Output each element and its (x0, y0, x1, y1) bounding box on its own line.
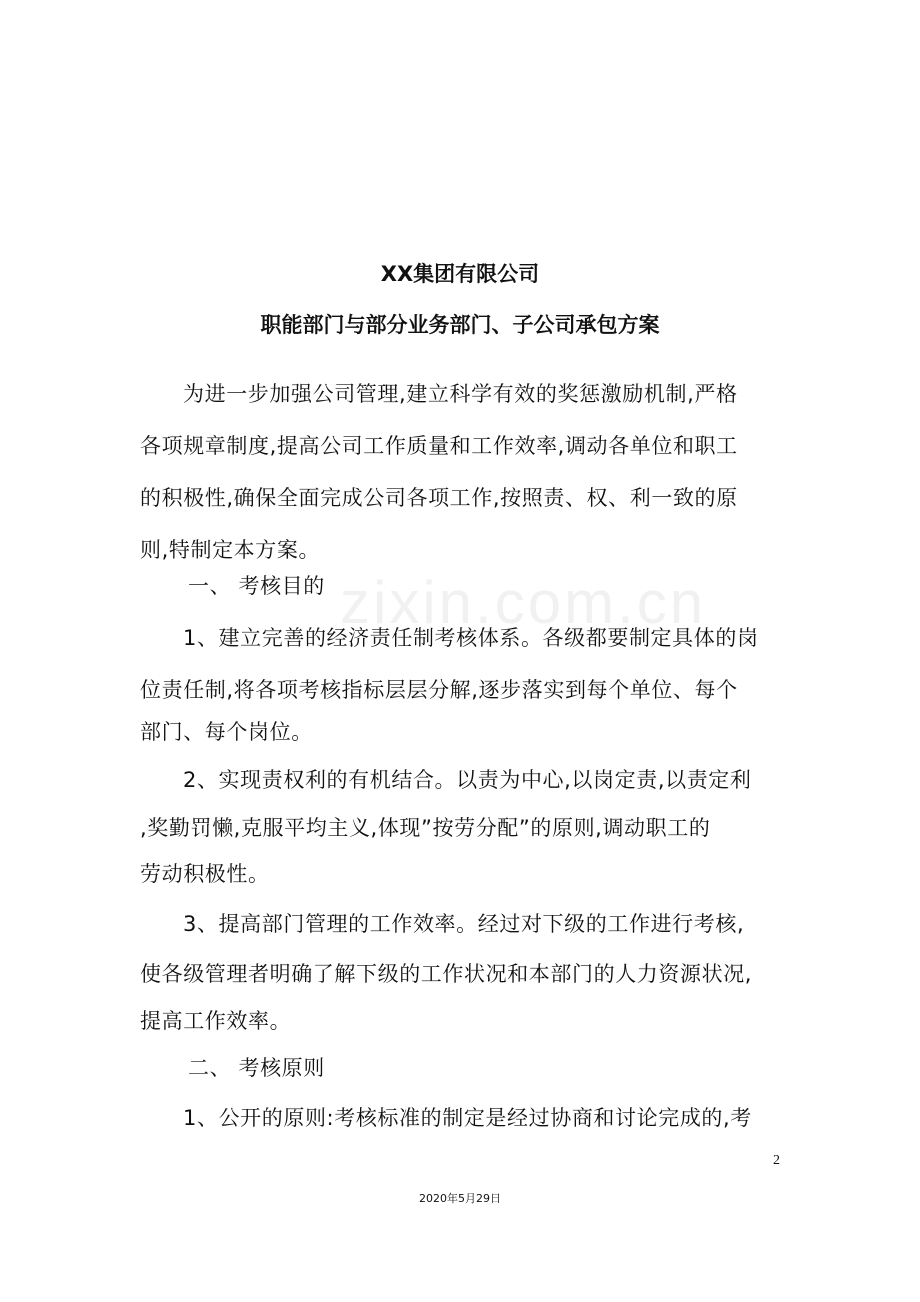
paragraph-line: 1、公开的原则:考核标准的制定是经过协商和讨论完成的,考 (183, 1106, 752, 1130)
page-number: 2 (773, 1153, 780, 1168)
document-title-plan: 职能部门与部分业务部门、子公司承包方案 (260, 313, 660, 337)
paragraph-line: 的积极性,确保全面完成公司各项工作,按照责、权、利一致的原 (140, 486, 738, 510)
paragraph-line: 为进一步加强公司管理,建立科学有效的奖惩激励机制,严格 (183, 382, 738, 406)
paragraph-line: 使各级管理者明确了解下级的工作状况和本部门的人力资源状况, (140, 962, 753, 986)
section-heading: 二、 考核原则 (188, 1056, 325, 1080)
document-title-company: XX集团有限公司 (380, 262, 540, 286)
paragraph-line: 提高工作效率。 (140, 1009, 292, 1033)
paragraph-line: 2、实现责权利的有机结合。以责为中心,以岗定责,以责定利 (183, 768, 752, 792)
paragraph-line: 3、提高部门管理的工作效率。经过对下级的工作进行考核, (183, 912, 745, 936)
paragraph-line: 各项规章制度,提高公司工作质量和工作效率,调动各单位和职工 (140, 434, 738, 458)
paragraph-line: 则,特制定本方案。 (140, 538, 321, 562)
paragraph-line: 1、建立完善的经济责任制考核体系。各级都要制定具体的岗 (183, 626, 759, 650)
watermark: zixin.com.cn (340, 569, 707, 636)
paragraph-line: 部门、每个岗位。 (140, 720, 313, 744)
footer-date: 2020年5月29日 (419, 1192, 501, 1205)
section-heading: 一、 考核目的 (188, 574, 325, 598)
paragraph-line: 位责任制,将各项考核指标层层分解,逐步落实到每个单位、每个 (140, 678, 738, 702)
paragraph-line: ,奖勤罚懒,克服平均主义,体现”按劳分配”的原则,调动职工的 (140, 816, 711, 840)
paragraph-line: 劳动积极性。 (140, 862, 270, 886)
